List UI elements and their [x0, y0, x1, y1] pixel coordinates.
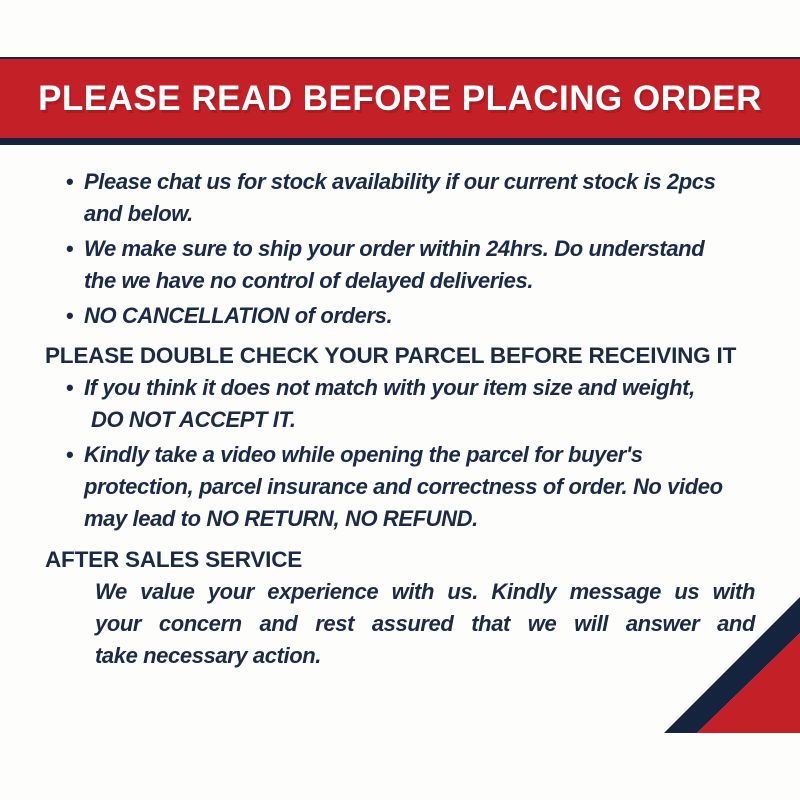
bullet-text	[84, 439, 723, 535]
list-item	[66, 439, 800, 535]
list-item	[66, 300, 800, 332]
text-line: the we have no control of delayed deliveries.	[84, 268, 534, 293]
text-line: may lead to NO RETURN, NO REFUND.	[84, 506, 478, 531]
text-line: your concern and rest assured that we will answer and	[95, 611, 755, 636]
bullet-icon: •	[66, 236, 74, 261]
list-item	[66, 372, 800, 436]
banner-bottom-rule	[0, 138, 800, 145]
text-line: protection, parcel insurance and correctness of order. No video	[84, 474, 723, 499]
parcel-check-heading: PLEASE DOUBLE CHECK YOUR PARCEL BEFORE RECEIVING IT	[45, 343, 737, 368]
text-line: NO CANCELLATION of orders.	[84, 303, 393, 328]
intro-bullet-list	[0, 166, 800, 335]
bullet-icon: •	[66, 169, 74, 194]
bullet-icon: •	[66, 303, 74, 328]
parcel-check-bullet-list	[0, 372, 800, 538]
after-sales-heading: AFTER SALES SERVICE	[45, 547, 303, 572]
bullet-icon: •	[66, 375, 74, 400]
bullet-text	[84, 166, 715, 230]
text-line: Kindly take a video while opening the parcel for buyer's	[84, 442, 643, 467]
text-line: We value your experience with us. Kindly message us with	[95, 579, 755, 604]
bullet-text	[84, 300, 392, 332]
list-item	[66, 233, 800, 297]
text-line: If you think it does not match with your item size and weight,	[84, 375, 695, 400]
bullet-text	[84, 233, 704, 297]
text-line: take necessary action.	[95, 643, 322, 668]
header-banner	[0, 59, 800, 138]
bullet-icon: •	[66, 442, 74, 467]
list-item	[66, 166, 800, 230]
bullet-text	[84, 372, 695, 436]
text-line: We make sure to ship your order within 24hrs. Do understand	[84, 236, 705, 261]
corner-ribbon	[640, 580, 800, 735]
banner-title: PLEASE READ BEFORE PLACING ORDER	[38, 78, 762, 118]
text-line: and below.	[84, 201, 193, 226]
text-line: DO NOT ACCEPT IT.	[91, 407, 296, 432]
text-line: Please chat us for stock availability if our current stock is 2pcs	[84, 169, 716, 194]
